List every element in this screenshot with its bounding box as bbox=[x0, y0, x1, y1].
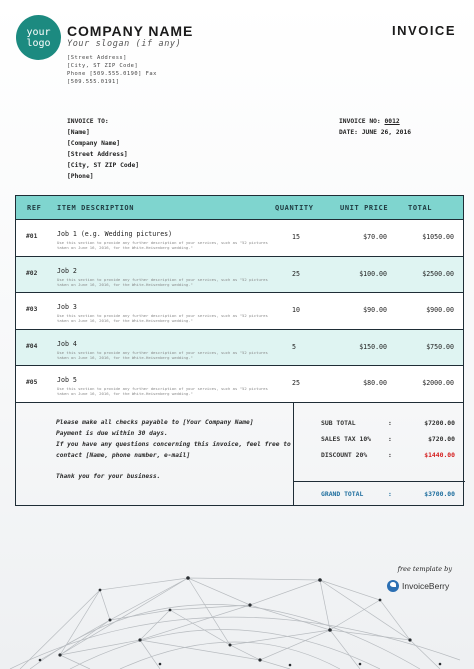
row-unit-price: $70.00 bbox=[363, 233, 387, 241]
bill-to-line: [City, ST ZIP Code] bbox=[67, 162, 140, 169]
colon: : bbox=[388, 450, 392, 459]
logo-text: your logo bbox=[26, 26, 51, 49]
header-description: ITEM DESCRIPTION bbox=[57, 204, 135, 212]
row-total: $900.00 bbox=[426, 306, 454, 315]
address-line: [Street Address] bbox=[67, 55, 127, 61]
row-total: $1050.00 bbox=[422, 233, 454, 241]
company-name: COMPANY NAME bbox=[67, 23, 194, 39]
row-item-name: Job 5 bbox=[57, 376, 77, 385]
items-table bbox=[15, 195, 464, 506]
free-template-note: free template by bbox=[397, 565, 452, 573]
totals-box bbox=[293, 403, 464, 505]
table-row bbox=[16, 293, 463, 330]
payment-terms bbox=[56, 417, 291, 482]
row-quantity: 25 bbox=[292, 379, 300, 388]
subtotal-value: $7200.00 bbox=[424, 418, 455, 427]
subtotal-label: SUB TOTAL bbox=[321, 418, 356, 427]
row-item-description: taken on June 16, 2016, for the White-Heisenberg wedding." bbox=[57, 354, 193, 360]
row-item-description: Use this section to provide any further description of your services, such as "52 pictures bbox=[57, 386, 268, 392]
grand-total-value: $3700.00 bbox=[424, 489, 455, 498]
row-item-description: Use this section to provide any further description of your services, such as "52 pictures bbox=[57, 313, 268, 319]
invoice-number bbox=[339, 116, 411, 127]
row-item-description: taken on June 16, 2016, for the White-Heisenberg wedding." bbox=[57, 318, 193, 324]
invoice-number-label: INVOICE NO: bbox=[339, 118, 381, 125]
row-item-name: Job 1 (e.g. Wedding pictures) bbox=[57, 230, 173, 238]
invoice-number-value: 0012 bbox=[384, 118, 400, 125]
table-row bbox=[16, 257, 463, 294]
table-row bbox=[16, 220, 463, 257]
terms-line: Payment is due within 30 days. bbox=[56, 429, 168, 437]
company-slogan: Your slogan (if any) bbox=[67, 39, 182, 49]
globe-network-graphic bbox=[0, 560, 474, 669]
table-footer bbox=[16, 403, 463, 505]
table-header bbox=[16, 196, 463, 220]
brand-mark[interactable] bbox=[387, 580, 449, 592]
thank-you-line: Thank you for your business. bbox=[56, 472, 161, 480]
row-total: $2500.00 bbox=[422, 269, 454, 278]
row-item-description: Use this section to provide any further description of your services, such as "52 pictures bbox=[57, 349, 268, 355]
header-quantity: QUANTITY bbox=[275, 204, 314, 212]
row-total: $750.00 bbox=[426, 342, 454, 351]
row-unit-price: $100.00 bbox=[359, 269, 387, 278]
terms-line: Please make all checks payable to [Your Company Name] bbox=[56, 418, 254, 426]
row-ref: #01 bbox=[26, 233, 38, 240]
header-ref: REF bbox=[27, 204, 42, 212]
row-quantity: 5 bbox=[292, 342, 296, 351]
row-total: $2000.00 bbox=[422, 379, 454, 388]
row-item-description: taken on June 16, 2016, for the White-Heisenberg wedding." bbox=[57, 245, 193, 250]
invoiceberry-logo-icon bbox=[387, 580, 399, 592]
tax-label: SALES TAX 10% bbox=[321, 434, 372, 443]
row-unit-price: $150.00 bbox=[359, 342, 387, 351]
invoice-title: INVOICE bbox=[392, 23, 456, 38]
row-item-name: Job 2 bbox=[57, 266, 77, 275]
row-ref: #05 bbox=[26, 379, 38, 387]
bill-to-label: INVOICE TO: bbox=[67, 118, 109, 125]
row-unit-price: $80.00 bbox=[363, 379, 387, 388]
row-quantity: 15 bbox=[292, 233, 300, 241]
invoice-date: DATE: JUNE 26, 2016 bbox=[339, 129, 412, 136]
tax-value: $720.00 bbox=[428, 434, 455, 443]
bill-to-block bbox=[67, 116, 139, 182]
row-ref: #04 bbox=[26, 342, 38, 350]
table-row bbox=[16, 366, 463, 403]
grand-total-label: GRAND TOTAL bbox=[321, 489, 364, 498]
row-item-name: Job 3 bbox=[57, 303, 77, 312]
bill-to-line: [Phone] bbox=[67, 173, 94, 180]
colon: : bbox=[388, 434, 392, 443]
row-item-name: Job 4 bbox=[57, 339, 77, 348]
header-total: TOTAL bbox=[408, 204, 433, 212]
terms-line: contact [Name, phone number, e-mail] bbox=[56, 451, 191, 459]
row-quantity: 10 bbox=[292, 306, 300, 315]
invoice-meta bbox=[339, 116, 411, 138]
company-logo bbox=[16, 15, 61, 60]
colon: : bbox=[388, 418, 392, 427]
header-unit-price: UNIT PRICE bbox=[340, 204, 389, 212]
address-line: [City, ST ZIP Code] bbox=[67, 63, 139, 69]
terms-line: If you have any questions concerning this invoice, feel free to bbox=[56, 440, 291, 448]
address-line: [509.555.0191] bbox=[67, 79, 120, 85]
row-ref: #03 bbox=[26, 306, 38, 314]
row-ref: #02 bbox=[26, 269, 38, 277]
discount-label: DISCOUNT 20% bbox=[321, 450, 368, 459]
brand-name: InvoiceBerry bbox=[402, 581, 450, 591]
colon: : bbox=[388, 489, 392, 498]
row-item-description: Use this section to provide any further description of your services, such as "52 pictures bbox=[57, 240, 268, 245]
row-item-description: taken on June 16, 2016, for the White-Heisenberg wedding." bbox=[57, 391, 193, 397]
row-unit-price: $90.00 bbox=[363, 306, 387, 315]
address-line: Phone [509.555.0190] Fax bbox=[67, 71, 157, 77]
bill-to-line: [Name] bbox=[67, 129, 90, 136]
bill-to-line: [Street Address] bbox=[67, 151, 128, 158]
row-item-description: taken on June 16, 2016, for the White-Heisenberg wedding." bbox=[57, 281, 193, 287]
row-item-description: Use this section to provide any further description of your services, such as "52 pictures bbox=[57, 276, 268, 282]
globe-nodes bbox=[39, 576, 442, 666]
company-address bbox=[67, 54, 157, 86]
discount-value: $1440.00 bbox=[424, 450, 455, 459]
bill-to-line: [Company Name] bbox=[67, 140, 121, 147]
terms-spacer bbox=[56, 461, 276, 471]
grand-total-box bbox=[294, 481, 465, 505]
row-quantity: 25 bbox=[292, 269, 300, 278]
table-row bbox=[16, 330, 463, 367]
